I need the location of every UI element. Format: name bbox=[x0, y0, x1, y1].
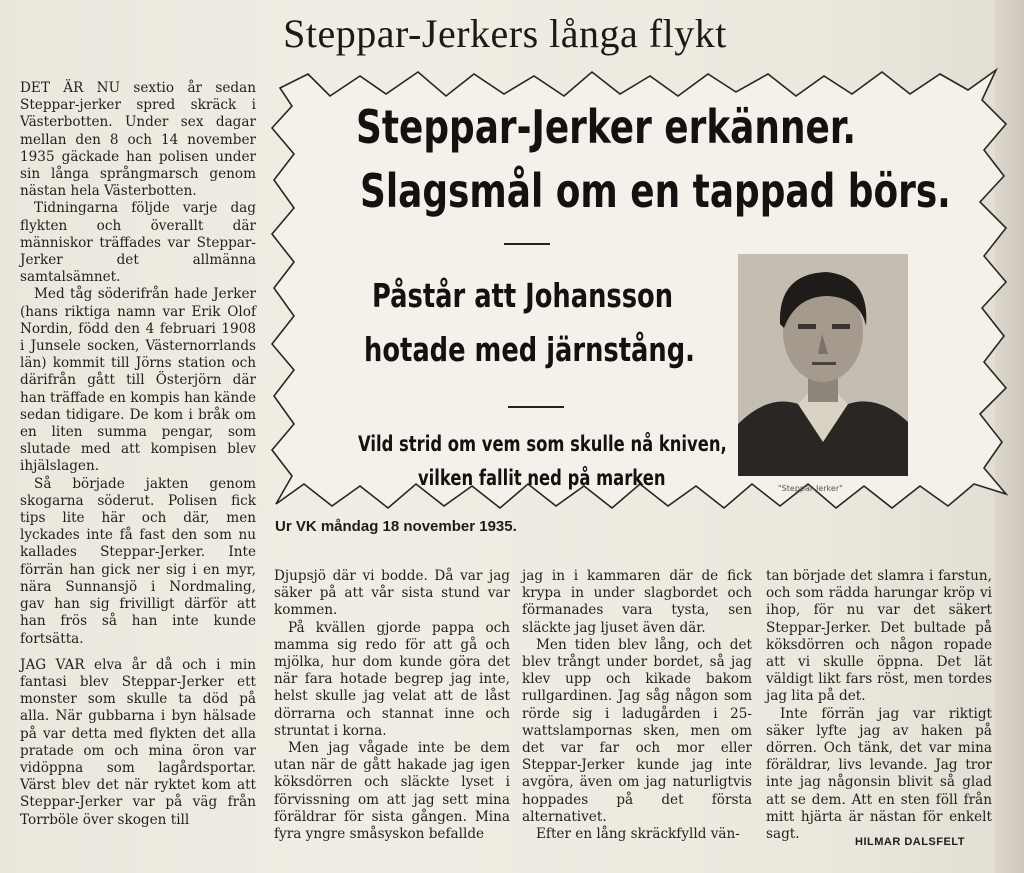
subhead-rule bbox=[508, 406, 564, 408]
clipping-headline-2: Slagsmål om en tappad börs. bbox=[360, 164, 951, 218]
clipping-headline-1: Steppar-Jerker erkänner. bbox=[356, 100, 857, 154]
column-3 bbox=[522, 568, 752, 843]
clipping-subhead-2: hotade med järnstång. bbox=[364, 330, 695, 369]
column-4 bbox=[766, 568, 992, 843]
col1-paragraph: JAG VAR elva år då och i min fantasi blev Steppar-Jerker ett monster som skulle ta död på alla. När gubbarna i byn hälsade på var detta med flykten det alla pratade om och mina öron var vidöppna som lagårdsportar. Värst blev det när ryktet kom att Steppar-Jerker var på väg från Torrböle över skogen till bbox=[20, 656, 256, 828]
col4-paragraph: Inte förrän jag var riktigt säker lyfte jag av haken på dörren. Och tänk, det var mina föräldrar, livs levande. Jag tror inte jag någonsin blivit så glad att se dem. Att en sten föll från mitt hjärta är nästan för enkelt sagt. bbox=[766, 705, 992, 843]
col4-paragraph: tan började det slamra i farstun, och som rädda harungar kröp vi ihop, för nu var det säkert Steppar-Jerker. Det bultade på köksdörren och någon ropade att vi skulle öppna. Det lät väldigt likt fars röst, men tordes jag lita på det. bbox=[766, 568, 992, 705]
clipping-subhead-1: Påstår att Johansson bbox=[372, 276, 674, 315]
photo-caption: "Steppar-Jerker" bbox=[778, 484, 843, 493]
suspect-portrait bbox=[738, 254, 908, 476]
headline-rule bbox=[504, 243, 550, 245]
author-byline: HILMAR DALSFELT bbox=[855, 836, 965, 848]
article-title: Steppar-Jerkers långa flykt bbox=[283, 11, 727, 56]
column-1 bbox=[20, 80, 256, 829]
clipping-deck-2: vilken fallit ned på marken bbox=[418, 466, 666, 490]
historic-clipping bbox=[268, 66, 1008, 516]
clipping-source: Ur VK måndag 18 november 1935. bbox=[275, 518, 517, 535]
col1-paragraph: Med tåg söderifrån hade Jerker (hans riktiga namn var Erik Olof Nordin, född den 4 februari 1908 i Junsele socken, Västernorrlands län) kommit till Jörns station och därifrån gått till Österjörn där han träffade en kompis han kände sedan tidigare. De kom i bråk om en liten summa pengar, som slutade med att kompisen blev ihjälslagen. bbox=[20, 286, 256, 475]
col3-paragraph: Efter en lång skräckfylld vän- bbox=[536, 826, 740, 843]
col3-paragraph: Men tiden blev lång, och det blev trångt under bordet, så jag klev upp och kikade bakom rullgardinen. Jag såg någon som rörde sig i ladugården i 25-wattslampornas sken, men om det var far och mor eller Steppar-Jerker kunde jag inte avgöra, även om jag naturligtvis hoppades på det första alternativet. bbox=[522, 636, 752, 825]
clipping-deck-1: Vild strid om vem som skulle nå kniven, bbox=[358, 432, 727, 456]
col1-paragraph: Så började jakten genom skogarna söderut. Polisen fick tips lite här och där, men lyckades inte få fast den som nu kallades Steppar-Jerker. Inte förrän han gick ner sig i en myr, nära Sunnansjö i Nordmaling, gav han sig frivilligt därför att han frös så han inte kunde fortsätta. bbox=[20, 475, 256, 647]
col2-paragraph: Men jag vågade inte be dem utan när de gått hakade jag igen köksdörren och släckte lyset i förvissning om att jag sett mina föräldrar för sista gången. Mina fyra yngre småsyskon befallde bbox=[274, 740, 510, 843]
col2-paragraph: På kvällen gjorde pappa och mamma sig redo för att gå och mjölka, hur dom kunde göra det när fara hotade begrep jag inte, helst skulle jag velat att de låst dörrarna och stannat inne och struntat i korna. bbox=[274, 619, 510, 739]
col2-paragraph: Djupsjö där vi bodde. Då var jag säker på att vår sista stund var kommen. bbox=[274, 568, 510, 619]
column-2 bbox=[274, 568, 510, 843]
col3-paragraph: jag in i kammaren där de fick krypa in under slagbordet och förmanades vara tysta, sen släckte jag ljuset även där. bbox=[522, 568, 752, 636]
col1-paragraph: DET ÄR NU sextio år sedan Steppar-jerker spred skräck i Västerbotten. Under sex dagar mellan den 8 och 14 november 1935 gäckade han polisen under sin långa språngmarsch genom nästan hela Västerbotten. bbox=[20, 80, 256, 200]
col1-paragraph: Tidningarna följde varje dag flykten och överallt där människor träffades var Steppar-Jerker det allmänna samtalsämnet. bbox=[20, 200, 256, 286]
